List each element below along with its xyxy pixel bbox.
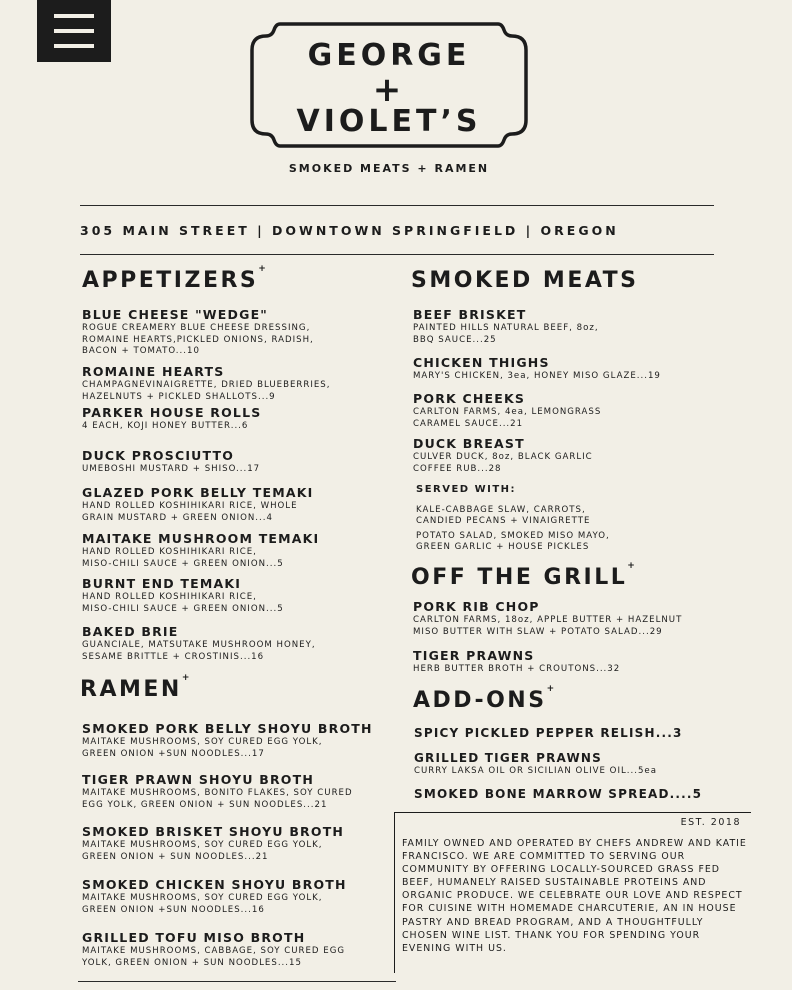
served-with-line: KALE-CABBAGE SLAW, CARROTS, (416, 504, 586, 515)
item-desc: BBQ SAUCE...25 (413, 334, 497, 345)
item-desc: CARLTON FARMS, 4ea, LEMONGRASS (413, 407, 602, 417)
logo (250, 22, 528, 148)
ramen-title: RAMEN (80, 677, 182, 702)
item-desc: MAITAKE MUSHROOMS, SOY CURED EGG YOLK, (82, 893, 323, 903)
item-name: ROMAINE HEARTS (82, 364, 225, 379)
established-year: EST. 2018 (680, 817, 741, 828)
item-desc: MARY'S CHICKEN, 3ea, HONEY MISO GLAZE...19 (413, 371, 661, 381)
item-name: MAITAKE MUSHROOM TEMAKI (82, 531, 320, 546)
ramen-mark: + (181, 673, 190, 683)
item-desc: MAITAKE MUSHROOMS, SOY CURED EGG YOLK, (82, 737, 323, 747)
menu-item (413, 649, 620, 676)
item-name: GLAZED PORK BELLY TEMAKI (82, 485, 314, 500)
item-desc: CURRY LAKSA OIL OR SICILIAN OLIVE OIL...5ea (414, 766, 657, 776)
menu-bar-2 (54, 29, 94, 33)
item-name: SPICY PICKLED PEPPER RELISH...3 (414, 726, 683, 740)
item-desc: HAND ROLLED KOSHIHIKARI RICE, (82, 547, 257, 557)
item-desc: MAITAKE MUSHROOMS, BONITO FLAKES, SOY CURED (82, 788, 353, 798)
menu-item (82, 308, 314, 358)
item-desc: ROMAINE HEARTS,PICKLED ONIONS, RADISH, (82, 334, 314, 345)
menu-item (82, 625, 316, 663)
item-desc: GREEN ONION +SUN NOODLES...17 (82, 748, 265, 759)
served-with-label: SERVED WITH: (416, 484, 517, 495)
about-box (394, 812, 751, 973)
item-name: PORK RIB CHOP (413, 599, 540, 614)
item-desc: UMEBOSHI MUSTARD + SHISO...17 (82, 464, 261, 474)
item-name: CHICKEN THIGHS (413, 355, 550, 370)
item-desc: GRAIN MUSTARD + GREEN ONION...4 (82, 512, 273, 523)
smoked-meats-heading: SMOKED MEATS (411, 268, 639, 293)
menu-item (82, 577, 284, 615)
appetizers-mark: + (258, 264, 266, 274)
item-desc: HAZELNUTS + PICKLED SHALLOTS...9 (82, 391, 276, 402)
menu-item (82, 773, 353, 811)
item-desc: GREEN ONION +SUN NOODLES...16 (82, 904, 265, 915)
menu-item (413, 437, 593, 475)
add-ons-heading (413, 684, 555, 713)
item-name: BAKED BRIE (82, 624, 179, 639)
served-with-line: POTATO SALAD, SMOKED MISO MAYO, (416, 530, 610, 541)
menu-item (413, 600, 682, 638)
item-name: TIGER PRAWN SHOYU BROTH (82, 772, 315, 787)
add-ons-mark: + (546, 684, 555, 694)
about-text: FAMILY OWNED AND OPERATED BY CHEFS ANDREW AND KATIE FRANCISCO. WE ARE COMMITTED TO SERVING OUR COMMUNITY BY OFFERING LOCALLY-SOURCED GRASS FED BEEF, HUMANELY RAISED SUSTAINABLE PROTEINS AND ORGANIC PRODUCE. WE CELEBRATE OUR LOVE AND RESPECT FOR CUISINE WITH HOMEMADE CHARCUTERIE, AN IN HOUSE PASTRY AND BREAD PROGRAM, AND A THOUGHTFULLY CHOSEN WINE LIST. THANK YOU FOR SPENDING YOUR EVENING WITH US. (402, 838, 747, 954)
menu-item (413, 392, 601, 430)
item-name: SMOKED BONE MARROW SPREAD....5 (414, 787, 703, 801)
menu-item (414, 726, 683, 740)
off-the-grill-mark: + (627, 561, 635, 571)
menu-item (82, 449, 260, 476)
item-desc: 4 EACH, KOJI HONEY BUTTER...6 (82, 421, 249, 431)
menu-item (82, 825, 344, 863)
item-name: DUCK BREAST (413, 436, 525, 451)
item-desc: HAND ROLLED KOSHIHIKARI RICE, (82, 592, 257, 602)
item-desc: EGG YOLK, GREEN ONION + SUN NOODLES...21 (82, 799, 328, 810)
item-name: SMOKED BRISKET SHOYU BROTH (82, 824, 345, 839)
menu-item (413, 356, 661, 383)
menu-item (414, 751, 657, 778)
menu-item (82, 532, 319, 570)
item-desc: MISO-CHILI SAUCE + GREEN ONION...5 (82, 603, 284, 614)
appetizers-title: APPETIZERS (82, 268, 259, 293)
item-desc: BACON + TOMATO...10 (82, 346, 200, 356)
served-with (416, 483, 610, 554)
item-name: PORK CHEEKS (413, 391, 526, 406)
item-desc: CARAMEL SAUCE...21 (413, 418, 524, 429)
item-desc: GUANCIALE, MATSUTAKE MUSHROOM HONEY, (82, 640, 316, 650)
menu-item (413, 308, 599, 346)
ramen-bottom-rule (78, 981, 396, 982)
item-desc: ROGUE CREAMERY BLUE CHEESE DRESSING, (82, 323, 311, 333)
logo-violets: VIOLET’S (296, 104, 482, 139)
bottom-rule (80, 254, 714, 255)
item-desc: MAITAKE MUSHROOMS, SOY CURED EGG YOLK, (82, 840, 323, 850)
logo-plus: + (372, 70, 406, 110)
ramen-heading (80, 673, 190, 702)
item-desc: YOLK, GREEN ONION + SUN NOODLES...15 (82, 957, 302, 968)
appetizers-heading (82, 264, 266, 293)
item-desc: CULVER DUCK, 8oz, BLACK GARLIC (413, 452, 593, 462)
item-name: TIGER PRAWNS (413, 648, 535, 663)
item-name: BLUE CHEESE "WEDGE" (82, 307, 269, 322)
item-desc: PAINTED HILLS NATURAL BEEF, 8oz, (413, 323, 599, 333)
menu-item (82, 931, 345, 969)
menu-item (82, 365, 331, 403)
menu-item (82, 406, 261, 433)
item-name: GRILLED TIGER PRAWNS (414, 751, 603, 765)
item-name: SMOKED PORK BELLY SHOYU BROTH (82, 721, 373, 736)
menu-bar-1 (54, 14, 94, 18)
item-desc: HERB BUTTER BROTH + CROUTONS...32 (413, 664, 621, 674)
menu-bar-3 (54, 44, 94, 48)
item-name: DUCK PROSCIUTTO (82, 448, 235, 463)
item-desc: COFFEE RUB...28 (413, 463, 502, 474)
item-name: GRILLED TOFU MISO BROTH (82, 930, 306, 945)
menu-item (414, 787, 702, 801)
served-with-line: GREEN GARLIC + HOUSE PICKLES (416, 542, 590, 552)
item-desc: HAND ROLLED KOSHIHIKARI RICE, WHOLE (82, 501, 298, 511)
item-name: SMOKED CHICKEN SHOYU BROTH (82, 877, 347, 892)
item-desc: MISO-CHILI SAUCE + GREEN ONION...5 (82, 558, 284, 569)
off-the-grill-title: OFF THE GRILL (411, 565, 628, 590)
logo-george: GEORGE (307, 38, 471, 73)
item-desc: CHAMPAGNEVINAIGRETTE, DRIED BLUEBERRIES, (82, 380, 331, 390)
menu-item (82, 878, 347, 916)
item-desc: CARLTON FARMS, 18oz, APPLE BUTTER + HAZELNUT (413, 615, 683, 625)
item-desc: SESAME BRITTLE + CROSTINIS...16 (82, 651, 265, 662)
menu-item (82, 722, 373, 760)
item-desc: GREEN ONION + SUN NOODLES...21 (82, 851, 269, 862)
top-rule (80, 205, 714, 206)
item-name: PARKER HOUSE ROLLS (82, 405, 262, 420)
menu-item (82, 486, 313, 524)
item-desc: MAITAKE MUSHROOMS, CABBAGE, SOY CURED EGG (82, 946, 346, 956)
hamburger-menu-icon[interactable] (37, 0, 111, 62)
add-ons-title: ADD-ONS (413, 688, 547, 713)
served-with-line: CANDIED PECANS + VINAIGRETTE (416, 516, 591, 526)
address: 305 MAIN STREET | DOWNTOWN SPRINGFIELD | OREGON (80, 223, 619, 238)
item-name: BEEF BRISKET (413, 307, 527, 322)
tagline: SMOKED MEATS + RAMEN (288, 162, 490, 175)
item-name: BURNT END TEMAKI (82, 576, 242, 591)
off-the-grill-heading (411, 561, 635, 590)
item-desc: MISO BUTTER WITH SLAW + POTATO SALAD...29 (413, 626, 663, 637)
